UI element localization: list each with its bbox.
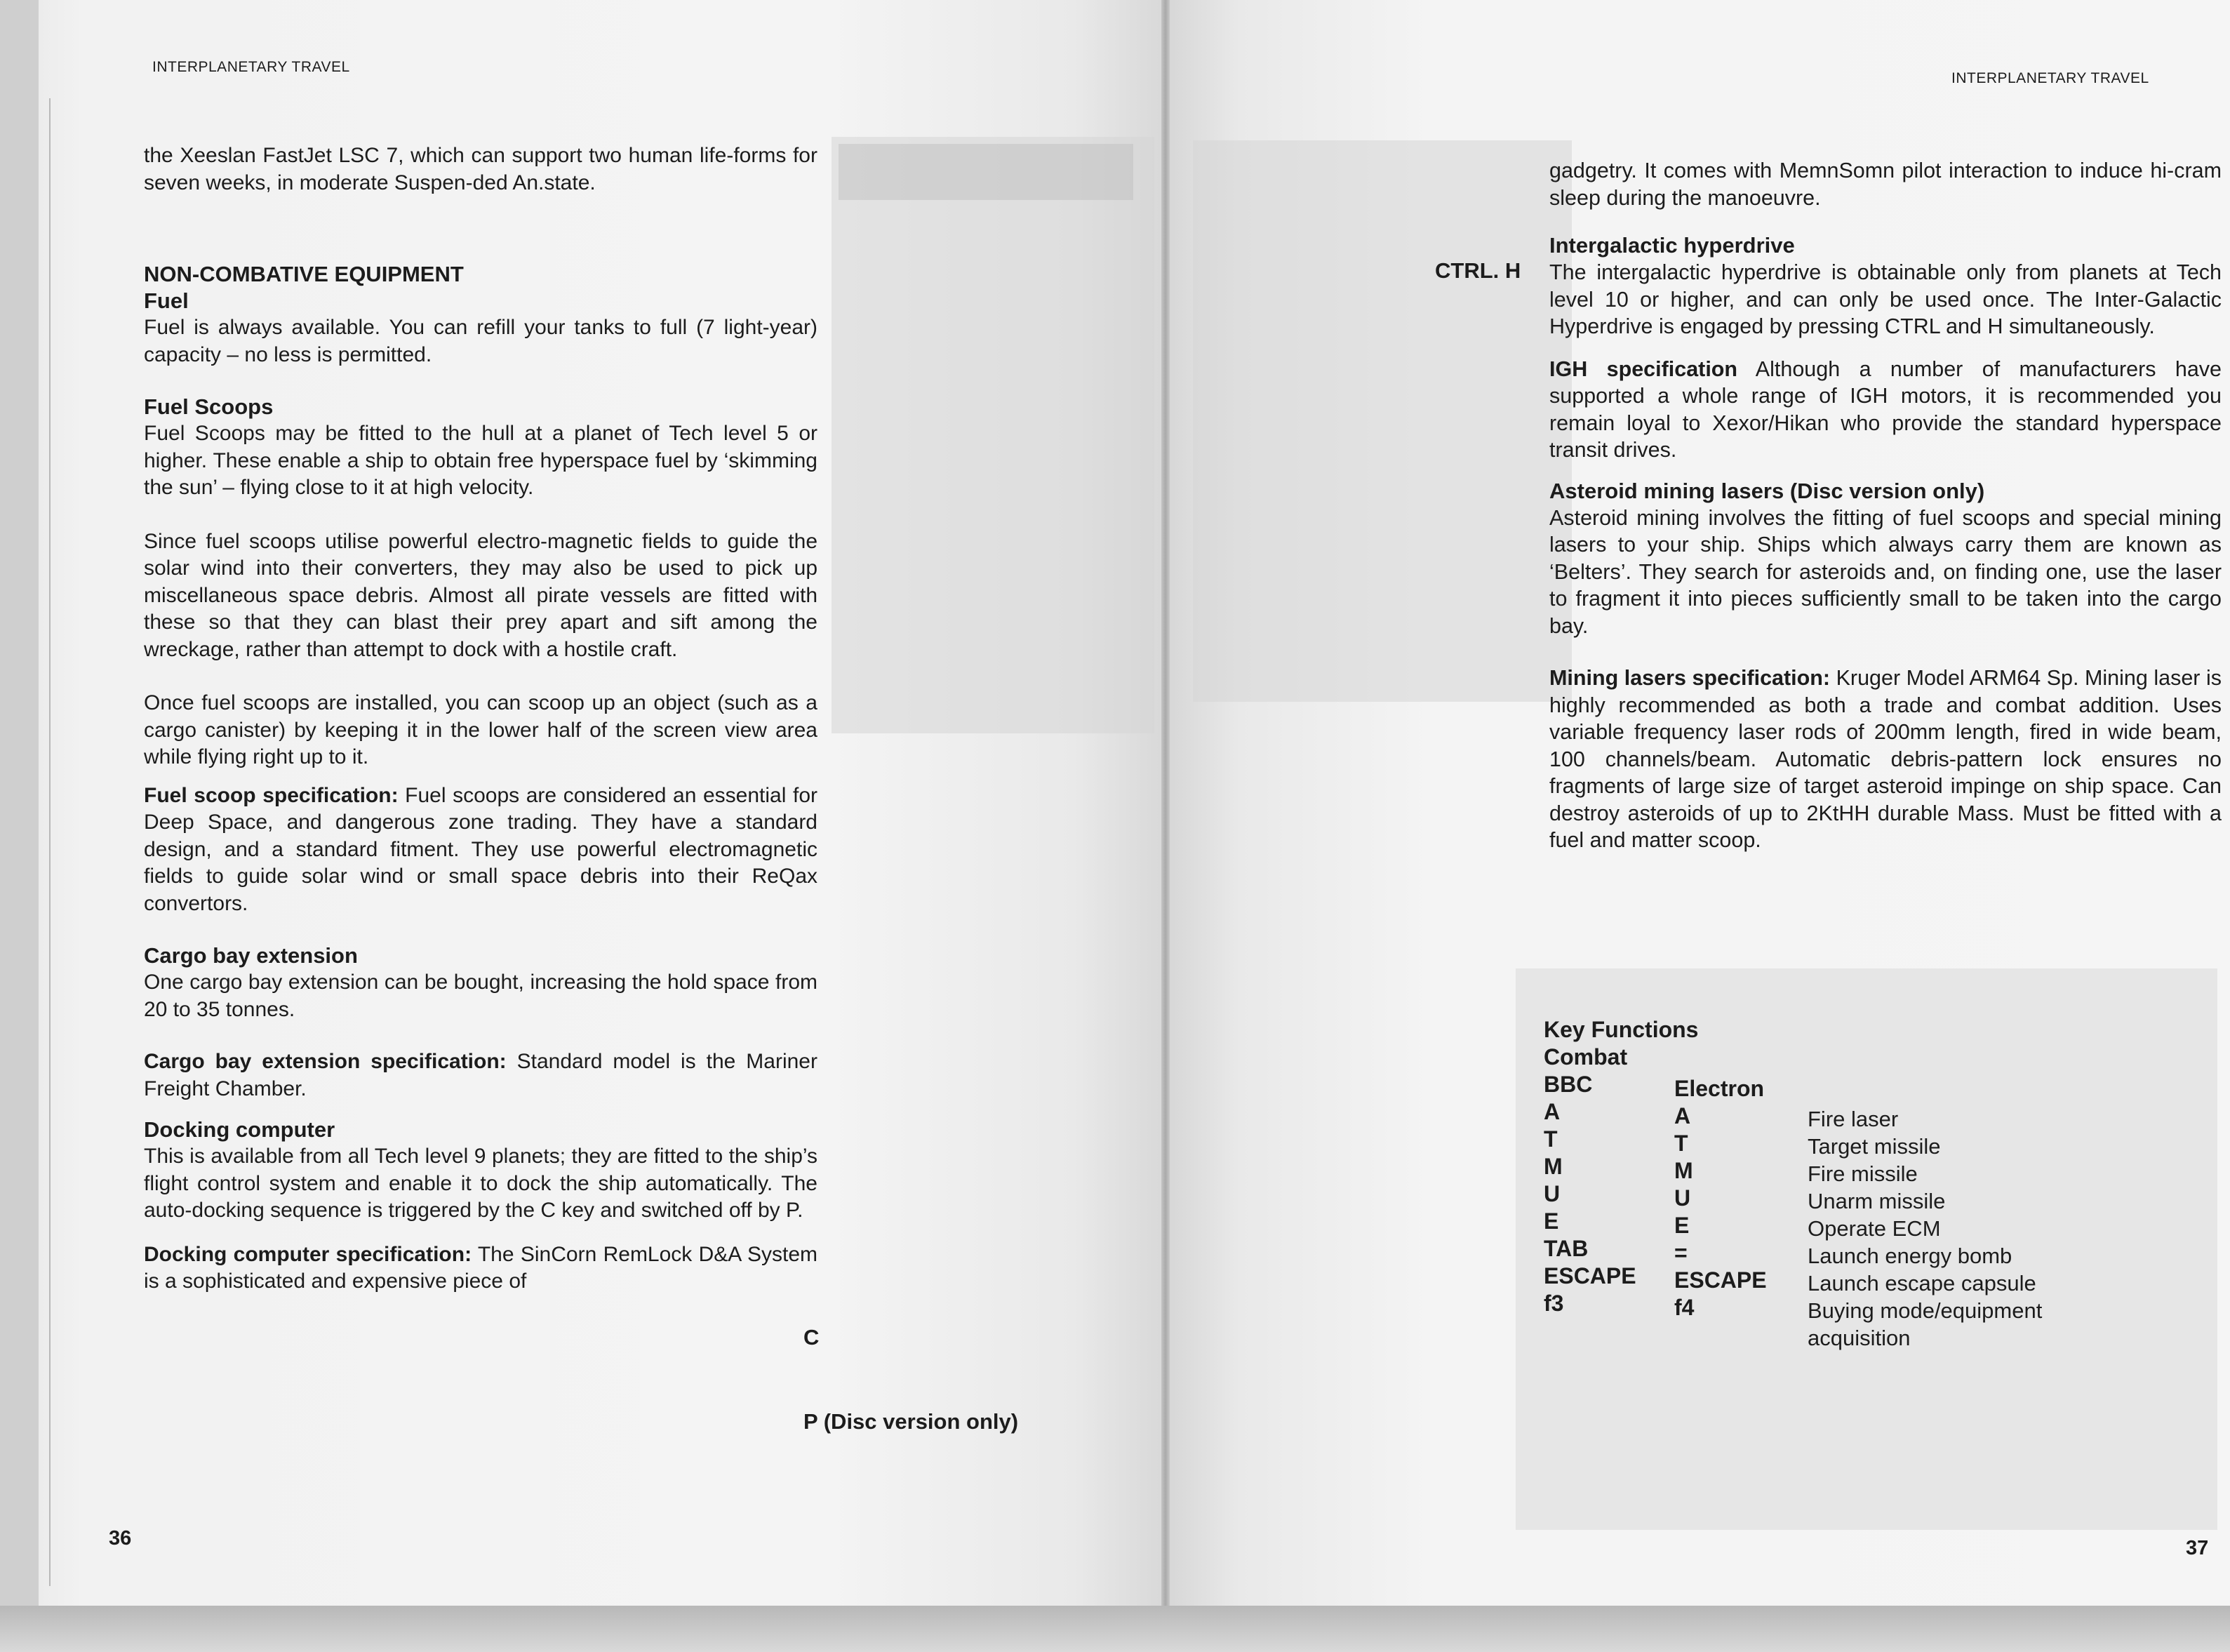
- margin-key-ctrl-h: CTRL. H: [1435, 258, 1521, 283]
- margin-key-c: C: [803, 1325, 820, 1350]
- key-functions-title: Key Functions: [1544, 1017, 1699, 1042]
- running-head: INTERPLANETARY TRAVEL: [1951, 70, 2149, 86]
- key-function-description: Launch energy bomb: [1808, 1244, 2012, 1268]
- asteroid-title: Asteroid mining lasers: [1549, 478, 1784, 503]
- docking-spec: [144, 1241, 817, 1295]
- igh-spec: [1549, 356, 2222, 464]
- show-through-panel: [1193, 140, 1572, 702]
- cargo-heading: Cargo bay extension: [144, 943, 358, 968]
- fuel-scoops-paragraph-1: Fuel Scoops may be fitted to the hull at a planet of Tech level 5 or higher. These enable a ship to obtain free hyperspace fuel by ‘skimming the sun’ – flying close to it at high velocity.: [144, 422, 817, 499]
- intro-paragraph: the Xeeslan FastJet LSC 7, which can support two human life-forms for seven weeks, in moderate Suspen-ded An.state.: [144, 144, 817, 194]
- mining-spec-term: Mining lasers specification:: [1549, 666, 1831, 690]
- show-through-block: [839, 144, 1133, 200]
- left-text-column: [144, 142, 817, 1295]
- page-edge-line: [49, 98, 51, 1586]
- fuel-scoops-paragraph-3: Once fuel scoops are installed, you can scoop up an object (such as a cargo canister) by keeping it in the lower half of the screen view area while flying right up to it.: [144, 691, 817, 768]
- bbc-key: A: [1544, 1099, 1561, 1124]
- bbc-key: TAB: [1544, 1236, 1589, 1261]
- key-function-description: Operate ECM: [1808, 1216, 1941, 1241]
- electron-key: T: [1674, 1131, 1688, 1156]
- cargo-spec-term: Cargo bay extension specification:: [144, 1050, 507, 1073]
- mining-spec: [1549, 665, 2222, 854]
- hyperdrive-paragraph: The intergalactic hyperdrive is obtainable only from planets at Tech level 10 or higher, and can only be used once. The Inter-Galactic Hyperdrive is engaged by pressing CTRL and H simultaneously.: [1549, 260, 2222, 338]
- docking-spec-term: Docking computer specification:: [144, 1242, 472, 1266]
- left-page: [39, 0, 1165, 1609]
- fuel-scoop-spec: [144, 782, 817, 918]
- margin-key-p: P (Disc version only): [803, 1409, 1019, 1434]
- key-function-description: Fire missile: [1808, 1161, 1918, 1186]
- cargo-spec-text: Standard model is the Mariner Freight Chamber.: [144, 1050, 817, 1100]
- page-number: 37: [2186, 1537, 2209, 1559]
- key-functions-header-row: [1544, 1071, 2175, 1101]
- cargo-paragraph: One cargo bay extension can be bought, increasing the hold space from 20 to 35 tonnes.: [144, 971, 817, 1021]
- running-head: INTERPLANETARY TRAVEL: [152, 59, 350, 75]
- electron-key: U: [1674, 1185, 1691, 1211]
- show-through-panel: [832, 137, 1154, 733]
- fuel-heading: Fuel: [144, 288, 189, 313]
- mining-spec-text: Kruger Model ARM64 Sp. Mining laser is highly recommended as both a trade and combat addition. Uses variable frequency laser rods of 200mm length, fired in wide beam, 100 channels/beam. Automatic debris-pattern lock ensures no fragments of large size of target asteroid impinge on ship space. Can destroy asteroids of up to 2KtHH durable Mass. Must be fitted with a fuel and matter scoop.: [1549, 666, 2222, 852]
- key-functions-rows: [1544, 1098, 2175, 1350]
- key-function-description: Target missile: [1808, 1134, 1941, 1159]
- docking-spec-text: The SinCorn RemLock D&A System is a sophisticated and expensive piece of: [144, 1242, 817, 1293]
- electron-key: E: [1674, 1213, 1690, 1238]
- igh-spec-text: Although a number of manufacturers have supported a whole range of IGH motors, it is recommended you remain loyal to Xexor/Hikan who provide the standard hyperspace transit drives.: [1549, 357, 2222, 462]
- electron-key: =: [1674, 1240, 1688, 1265]
- electron-key: f4: [1674, 1295, 1695, 1320]
- electron-key: A: [1674, 1103, 1691, 1128]
- column-electron: Electron: [1674, 1076, 1765, 1101]
- section-title: NON-COMBATIVE EQUIPMENT: [144, 262, 464, 286]
- igh-spec-term: IGH specification: [1549, 357, 1738, 381]
- asteroid-paragraph: Asteroid mining involves the fitting of fuel scoops and special mining lasers to your ship. Ships which always carry them are known as ‘Belters’. They search for asteroids and, on finding one, use the laser to fragment it into pieces sufficiently small to be taken into the cargo bay.: [1549, 505, 2222, 638]
- electron-key: ESCAPE: [1674, 1267, 1767, 1293]
- key-function-description: Launch escape capsule: [1808, 1271, 2036, 1295]
- docking-heading: Docking computer: [144, 1117, 335, 1142]
- fuel-scoops-heading: Fuel Scoops: [144, 394, 274, 419]
- page-number: 36: [109, 1527, 132, 1550]
- hyperdrive-heading: Intergalactic hyperdrive: [1549, 233, 1795, 258]
- fuel-scoop-spec-text: Fuel scoops are considered an essential for Deep Space, and dangerous zone trading. They have a standard design, and a standard fitment. They use powerful electromagnetic fields to guide solar wind or small space debris into their ReQax convertors.: [144, 783, 817, 915]
- right-text-column: [1549, 157, 2222, 879]
- docking-paragraph: This is available from all Tech level 9 planets; they are fitted to the ship’s flight control system and enable it to dock the ship automatically. The auto-docking sequence is triggered by the C key and switched off by P.: [144, 1145, 817, 1222]
- key-function-description: Unarm missile: [1808, 1189, 1946, 1213]
- asteroid-heading: [1549, 478, 2222, 505]
- key-function-description-continued: acquisition: [1808, 1326, 1911, 1350]
- asteroid-version-note: (Disc version only): [1789, 478, 1985, 503]
- fuel-scoop-spec-term: Fuel scoop specification:: [144, 783, 399, 807]
- fuel-scoops-paragraph-2: Since fuel scoops utilise powerful electro-magnetic fields to guide the solar wind into their converters, they may also be used to pick up miscellaneous space debris. Almost all pirate vessels are fitted with these so that they can blast their prey apart and sift among the wreckage, rather than attempt to dock with a hostile craft.: [144, 529, 817, 661]
- scan-bottom-shadow: [0, 1606, 2230, 1652]
- bbc-key: E: [1544, 1208, 1559, 1234]
- key-function-row: [1544, 1098, 2175, 1131]
- bbc-key: T: [1544, 1126, 1558, 1152]
- fuel-paragraph: Fuel is always available. You can refill your tanks to full (7 light-year) capacity – no less is permitted.: [144, 316, 817, 366]
- bbc-key: ESCAPE: [1544, 1263, 1636, 1288]
- key-function-description: Fire laser: [1808, 1107, 1899, 1131]
- key-function-description: Buying mode/equipment: [1808, 1298, 2043, 1323]
- key-functions-table: [1544, 1016, 2175, 1350]
- column-bbc: BBC: [1544, 1072, 1593, 1097]
- continued-paragraph: gadgetry. It comes with MemnSomn pilot interaction to induce hi-cram sleep during the manoeuvre.: [1549, 159, 2222, 210]
- book-spine: [1161, 0, 1170, 1607]
- cargo-spec: [144, 1048, 817, 1103]
- bbc-key: f3: [1544, 1291, 1564, 1316]
- key-functions-subtitle: Combat: [1544, 1044, 1628, 1070]
- right-page: [1165, 0, 2230, 1607]
- bbc-key: U: [1544, 1181, 1561, 1206]
- electron-key: M: [1674, 1158, 1693, 1183]
- bbc-key: M: [1544, 1154, 1563, 1179]
